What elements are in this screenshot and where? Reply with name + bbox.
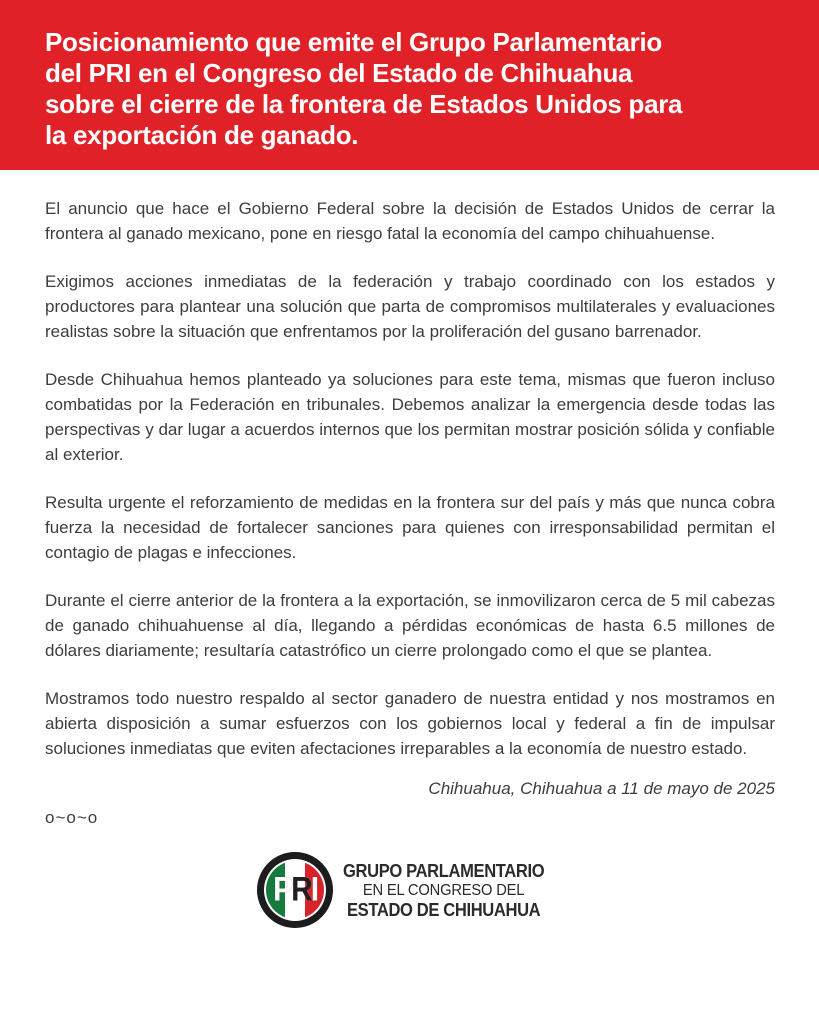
banner-title-line-2: del PRI en el Congreso del Estado de Chihuahua: [45, 58, 633, 88]
footer-org-line-1: GRUPO PARLAMENTARIO: [343, 860, 545, 881]
footer-org-line-3: ESTADO DE CHIHUAHUA: [347, 899, 541, 920]
pri-logo-letters: [266, 861, 324, 919]
footer-org-name: [343, 861, 544, 920]
paragraph-3: Desde Chihuahua hemos planteado ya soluciones para este tema, mismas que fueron incluso combatidas por la Federación en tribunales. Debemos analizar la emergencia desde todas las perspectivas y dar lugar a acuerdos internos que los permitan mostrar posición sólida y confiable al exterior.: [45, 370, 775, 464]
banner-title-line-1: Posicionamiento que emite el Grupo Parlamentario: [45, 27, 662, 57]
paragraph-2: Exigimos acciones inmediatas de la federación y trabajo coordinado con los estados y productores para plantear una solución que parta de compromisos multilaterales y evaluaciones realistas sobre la situación que enfrentamos por la proliferación del gusano barrenador.: [45, 272, 775, 341]
pri-logo-tricolor: [266, 861, 324, 919]
end-separator: o~o~o: [45, 808, 99, 827]
statement-body: [0, 170, 819, 830]
paragraph-6: Mostramos todo nuestro respaldo al sector ganadero de nuestra entidad y nos mostramos en abierta disposición a sumar esfuerzos con los gobiernos local y federal a fin de impulsar soluciones inmediatas que eviten afectaciones irreparables a la economía de nuestro estado.: [45, 689, 775, 758]
paragraph-1: El anuncio que hace el Gobierno Federal sobre la decisión de Estados Unidos de cerrar la frontera al ganado mexicano, pone en riesgo fatal la economía del campo chihuahuense.: [45, 199, 775, 243]
banner-title-line-4: la exportación de ganado.: [45, 120, 359, 150]
banner-title-line-3: sobre el cierre de la frontera de Estados Unidos para: [45, 89, 683, 119]
pri-letter-r: R: [291, 870, 311, 909]
footer: [0, 852, 819, 928]
header-banner: [0, 0, 819, 170]
dateline: Chihuahua, Chihuahua a 11 de mayo de 2025: [428, 779, 775, 798]
pri-logo-icon: [257, 852, 333, 928]
pri-letter-p: P: [273, 870, 292, 909]
paragraph-5: Durante el cierre anterior de la frontera a la exportación, se inmovilizaron cerca de 5 mil cabezas de ganado chihuahuense al día, llegando a pérdidas económicas de hasta 6.5 millones de dólares diariamente; resultaría catastrófico un cierre prolongado como el que se plantea.: [45, 591, 775, 660]
pri-letter-i: I: [310, 870, 318, 909]
paragraph-4: Resulta urgente el reforzamiento de medidas en la frontera sur del país y más que nunca cobra fuerza la necesidad de fortalecer sanciones para quienes con irresponsabilidad permitan el contagio de plagas e infecciones.: [45, 493, 775, 562]
pri-logo-inner-ring: [264, 859, 326, 921]
footer-org-line-2: EN EL CONGRESO DEL: [363, 881, 525, 899]
